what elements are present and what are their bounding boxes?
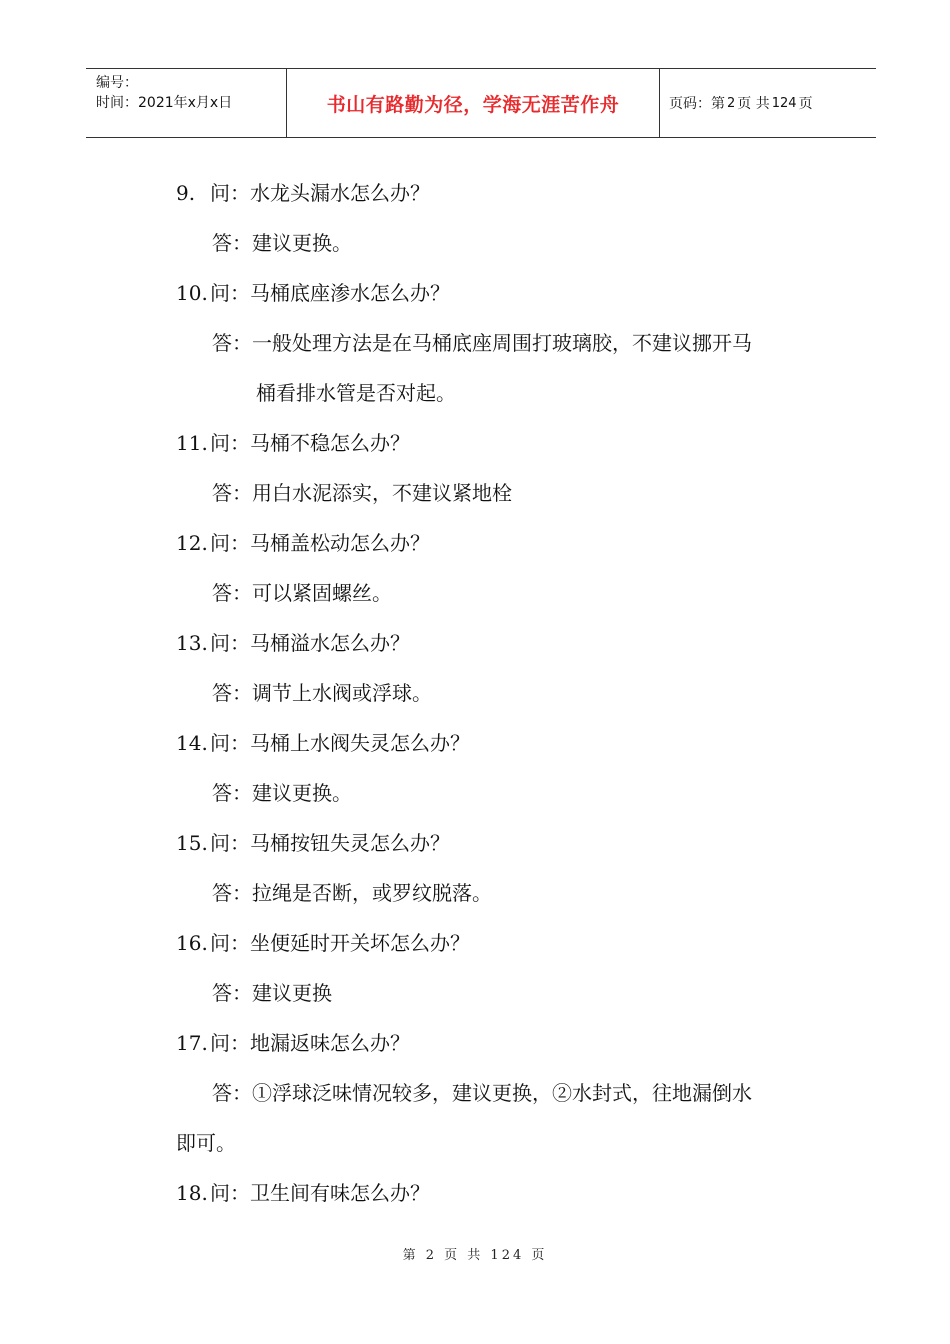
answer-label: 答： xyxy=(212,581,252,605)
question-label: 问： xyxy=(210,831,250,855)
answer-text: 调节上水阀或浮球。 xyxy=(252,681,432,705)
answer-text: 建议更换。 xyxy=(252,231,352,255)
answer-text: 用白水泥添实，不建议紧地栓 xyxy=(252,481,512,505)
answer-line xyxy=(212,330,752,356)
question-line xyxy=(176,930,470,956)
page-total: 124 xyxy=(771,95,797,111)
page-label-prefix: 页码：第 xyxy=(669,96,725,112)
question-text: 卫生间有味怎么办？ xyxy=(250,1181,430,1205)
time-label: 时间：2021年x月x日 xyxy=(96,95,233,111)
answer-text: 一般处理方法是在马桶底座周围打玻璃胶，不建议挪开马 xyxy=(252,331,752,355)
answer-label: 答： xyxy=(212,981,252,1005)
question-number: 16. xyxy=(176,931,208,955)
question-text: 马桶溢水怎么办？ xyxy=(250,631,410,655)
question-text: 马桶不稳怎么办？ xyxy=(250,431,410,455)
question-label: 问： xyxy=(210,731,250,755)
header-meta-cell xyxy=(86,69,287,137)
question-line xyxy=(176,180,430,206)
answer-label: 答： xyxy=(212,481,252,505)
question-number: 18. xyxy=(176,1181,208,1205)
question-number: 13. xyxy=(176,631,208,655)
question-number: 15. xyxy=(176,831,208,855)
answer-label: 答： xyxy=(212,881,252,905)
header-page-info xyxy=(660,69,876,137)
question-number: 10. xyxy=(176,281,208,305)
answer-line xyxy=(212,580,392,606)
question-line xyxy=(176,280,450,306)
question-line xyxy=(176,730,470,756)
header-motto: 书山有路勤为径，学海无涯苦作舟 xyxy=(287,69,660,137)
question-text: 马桶盖松动怎么办？ xyxy=(250,531,430,555)
question-text: 水龙头漏水怎么办？ xyxy=(250,181,430,205)
question-label: 问： xyxy=(210,431,250,455)
question-number: 14. xyxy=(176,731,208,755)
question-number: 17. xyxy=(176,1031,208,1055)
question-text: 马桶底座渗水怎么办？ xyxy=(250,281,450,305)
answer-label: 答： xyxy=(212,681,252,705)
question-number: 12. xyxy=(176,531,208,555)
answer-text: 拉绳是否断，或罗纹脱落。 xyxy=(252,881,492,905)
question-label: 问： xyxy=(210,281,250,305)
answer-continuation: 桶看排水管是否对起。 xyxy=(256,381,456,405)
answer-label: 答： xyxy=(212,331,252,355)
answer-line xyxy=(212,680,432,706)
answer-wrap: 即可。 xyxy=(176,1131,236,1155)
answer-label: 答： xyxy=(212,231,252,255)
question-line xyxy=(176,430,410,456)
question-label: 问： xyxy=(210,1181,250,1205)
question-label: 问： xyxy=(210,1031,250,1055)
answer-line xyxy=(212,230,352,256)
question-text: 地漏返味怎么办？ xyxy=(250,1031,410,1055)
answer-line xyxy=(212,980,332,1006)
answer-text: 建议更换。 xyxy=(252,781,352,805)
question-number: 11. xyxy=(176,431,208,455)
question-line xyxy=(176,630,410,656)
answer-line xyxy=(212,780,352,806)
question-line xyxy=(176,830,450,856)
page-label-mid: 页 共 xyxy=(737,96,770,112)
question-label: 问： xyxy=(210,531,250,555)
answer-text: ①浮球泛味情况较多，建议更换，②水封式，往地漏倒水 xyxy=(252,1081,752,1105)
answer-line xyxy=(212,880,492,906)
question-label: 问： xyxy=(210,181,250,205)
page-header xyxy=(86,68,876,138)
answer-label: 答： xyxy=(212,1081,252,1105)
page-footer: 第 2 页 共 124 页 xyxy=(402,1248,548,1263)
page-label-suffix: 页 xyxy=(798,96,813,112)
question-line xyxy=(176,1180,430,1206)
question-number: 9. xyxy=(176,181,196,205)
question-text: 坐便延时开关坏怎么办？ xyxy=(250,931,470,955)
question-text: 马桶按钮失灵怎么办？ xyxy=(250,831,450,855)
question-text: 马桶上水阀失灵怎么办？ xyxy=(250,731,470,755)
question-line xyxy=(176,530,430,556)
question-label: 问： xyxy=(210,931,250,955)
answer-text: 可以紧固螺丝。 xyxy=(252,581,392,605)
page-current: 2 xyxy=(727,95,736,111)
answer-text: 建议更换 xyxy=(252,981,332,1005)
question-label: 问： xyxy=(210,631,250,655)
answer-line xyxy=(212,480,512,506)
answer-line xyxy=(212,1080,752,1106)
answer-label: 答： xyxy=(212,781,252,805)
serial-label: 编号： xyxy=(96,75,138,91)
question-line xyxy=(176,1030,410,1056)
